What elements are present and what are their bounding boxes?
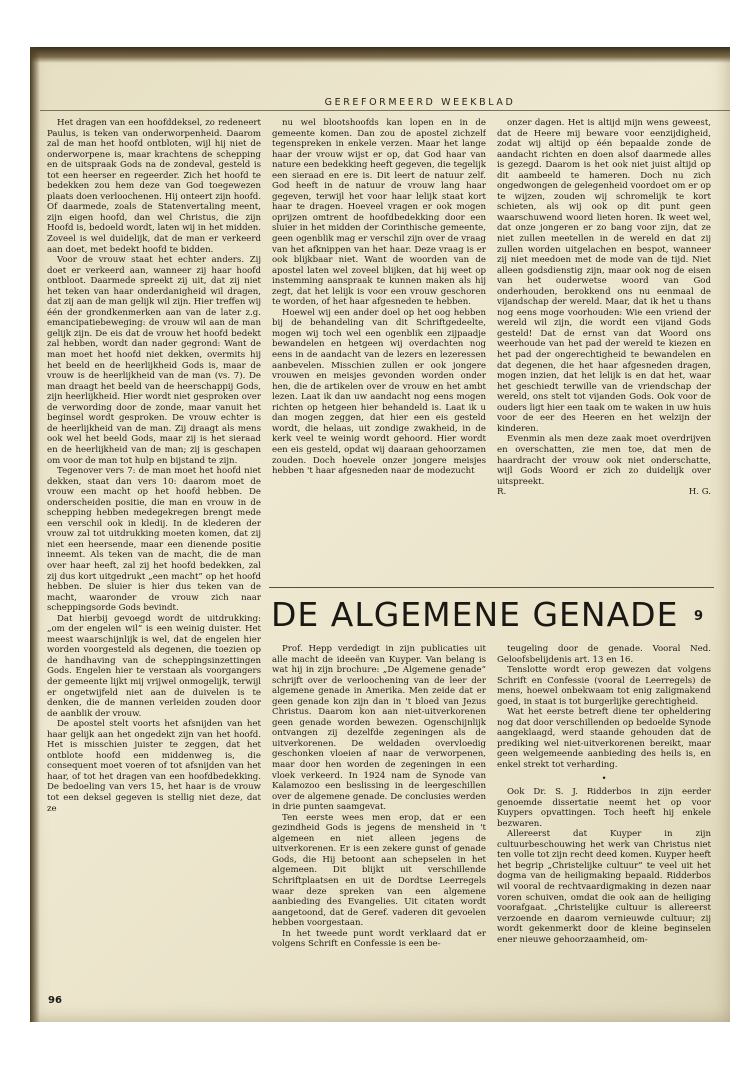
paragraph: Evenmin als men deze zaak moet overdrijven en overschatten, zie men toe, dat men de haardracht der vrouw ook niet onderschatte, wijl Gods Woord er zich zo duidelijk over uitspreekt. (497, 434, 711, 487)
page-number: 96 (48, 995, 62, 1006)
paragraph: Ook Dr. S. J. Ridderbos in zijn eerder genoemde dissertatie neemt het op voor Kuypers opvattingen. Toch heeft hij enkele bezwaren. (497, 787, 711, 829)
paragraph: Tegenover vers 7: de man moet het hoofd niet dekken, staat dan vers 10: daarom moet de vrouw een macht op het hoofd hebben. De onderscheiden positie, die man en vrouw in de schepping hebben medegekregen brengt mede een verschil ook in kledij. In de klederen der vrouw zal tot uitdrukking moeten komen, dat zij niet een heersende, maar een dienende positie inneemt. Als teken van de macht, die de man over haar heeft, zal zij het hoofd bedekken, zal zij dus kort uitgedrukt „een macht” op het hoofd hebben. De sluier is hier dus teken van de macht, waaronder de vrouw zich naar scheppingsorde Gods bevindt. (47, 466, 261, 614)
section-separator (269, 587, 714, 588)
paragraph: teugeling door de genade. Vooral Ned. Geloofsbelijdenis art. 13 en 16. (497, 644, 711, 665)
paragraph: Ten eerste wees men erop, dat er een gezindheid Gods is jegens de mensheid in 't algemeen en niet alleen jegens de uitverkorenen. Er is een zekere gunst of genade Gods, die Hij betoont aan schepselen in het algemeen. Dit blijkt uit verschillende Schriftplaatsen en uit de Dordtse Leerregels waar deze spreken van een algemene aanbieding des Evangelies. Uit citaten wordt aangetoond, dat de Geref. vaderen dit gevoelen hebben voorgestaan. (272, 812, 486, 929)
signature-initial: R. (497, 487, 507, 498)
article-number: 9 (694, 609, 704, 624)
column-4 (272, 644, 486, 1016)
page-binding-edge (30, 47, 40, 1022)
paragraph: Voor de vrouw staat het echter anders. Zij doet er verkeerd aan, wanneer zij haar hoofd ontbloot. Daarmede spreekt zij uit, dat zij niet het teken van haar onderdanigheid wil dragen, dat zij aan de man gelijk wil zijn. Hier treffen wij één der grondkenmerken aan van de later z.g. emancipatiebeweging: de vrouw wil aan de man gelijk zijn. De eis dat de vrouw het hoofd bedekt zal hebben, wordt dan nader gegrond: Want de man moet het hoofd niet dekken, overmits hij het beeld en de heerlijkheid Gods is, maar de vrouw is de heerlijkheid van de man (vs. 7). De man draagt het beeld van de heerschappij Gods, zijn heerlijkheid. Hier wordt niet gesproken over de verwording door de zonde, maar vanuit het beginsel wordt gesproken. De vrouw echter is de heerlijkheid van de man. Zij draagt als mens ook wel het beeld Gods, maar zij is het sieraad en de heerlijkheid van de man; zij is geschapen om voor de man tot hulp en bijstand te zijn. (47, 255, 261, 466)
magazine-page (30, 47, 730, 1022)
column-1 (47, 118, 261, 1016)
column-2 (272, 118, 486, 580)
section-bullet: • (601, 773, 607, 784)
paragraph: onzer dagen. Het is altijd mijn wens geweest, dat de Heere mij beware voor eenzijdigheid, zodat wij altijd op één bepaalde zonde de aandacht richten en doen alsof daarmede alles is gezegd. Daarom is het ook niet juist altijd op dit aambeeld te hameren. Doch nu zich ongedwongen de gelegenheid voordoet om er op te wijzen, zouden wij schromelijk te kort schieten, als wij ook op dit punt geen waarschuwend woord lieten horen. Ik weet wel, dat onze jongeren er zo bang voor zijn, dat ze niet zullen meetellen in de wereld en dat zij zullen worden uitgelachen en bespot, wanneer zij niet meedoen met de mode van de tijd. Niet alleen godsdienstig zijn, maar ook nog de eisen van het ouderwetse woord van God onderhouden, berokkend ons nu eenmaal de vijandschap der wereld. Maar, dat ik het u thans nog eens moge voorhouden: Wie een vriend der wereld wil zijn, die wordt een vijand Gods gesteld! Dat de ernst van dat Woord ons weerhoude van het pad der wereld te kiezen en het pad der ongerechtigheid te bewandelen en dat degenen, die het haar afgesneden dragen, mogen inzien, dat het lelijk is en dat het, waar het geschiedt terwille van de vriendschap der wereld, ons stelt tot vijanden Gods. Ook voor de ouders ligt hier een taak om te waken in uw huis voor de eer des Heeren en het welzijn der kinderen. (497, 118, 711, 434)
column-3 (497, 118, 711, 580)
signature-line (497, 487, 711, 498)
column-5 (497, 644, 711, 1016)
paragraph: Prof. Hepp verdedigt in zijn publicaties uit alle macht de ideeën van Kuyper. Van belang is wat hij in zijn brochure: „De Algemene genade” schrijft over de verloochening van de leer der algemene genade in Amerika. Men zeide dat er geen genade kon zijn dan in 't bloed van Jezus Christus. Daarom kon aan niet-uitverkorenen geen genade worden bewezen. Ogenschijnlijk ontvangen zij dezelfde zegeningen als de uitverkorenen. De weldaden overvloedig geschonken vloeien af naar de verworpenen, maar door hen worden de zegeningen in een vloek verkeerd. In 1924 nam de Synode van Kalamozoo een beslissing in de leergeschillen over de algemene genade. De conclusies werden in drie punten saamgevat. (272, 644, 486, 813)
paragraph: Allereerst dat Kuyper in zijn cultuurbeschouwing het werk van Christus niet ten volle tot zijn recht deed komen. Kuyper heeft het begrip „Christelijke cultuur” te veel uit het dogma van de heiligmaking bepaald. Ridderbos wil vooral de rechtvaardigmaking in dezen naar voren schuiven, omdat die ook aan de heiliging voorafgaat. „Christelijke cultuur is allereerst verzoende en daarom vernieuwde cultuur; zij wordt gekenmerkt door de kleine beginselen ener nieuwe gehoorzaamheid, om- (497, 829, 711, 945)
paragraph: Wat het eerste betreft diene ter ophelderіng nog dat door verschillenden op bedoelde Synode aangeklaagd, werd staande gehouden dat de prediking wel niet-uitverkorenen bereikt, maar geen welgemeende aanbieding des heils is, en enkel strekt tot verharding. (497, 707, 711, 771)
paragraph: Tenslotte wordt erop gewezen dat volgens Schrift en Confessie (vooral de Leerregels) de mens, hoewel onbekwaam tot enig zaligmakend goed, in staat is tot burgerlijke gerechtigheid. (497, 665, 711, 707)
page-top-edge (30, 47, 730, 63)
paragraph: Het dragen van een hoofddeksel, zo redeneert Paulus, is teken van onderworpenheid. Daarom zal de man het hoofd ontbloten, wijl hij niet de onderworpene is, maar krachtens de schepping en de uitspraak Gods na de zondeval, gesteld is tot een heerser en regeerder. Zich het hoofd te bedekken zou hem deze van God toegewezen plaats doen verloochenen. Hij onteert zijn hoofd. Of daarmede, zoals de Statenvertaling meent, zijn eigen hoofd, dan wel Christus, die zijn Hoofd is, bedoeld wordt, laten wij in het midden. Zoveel is wel duidelijk, dat de man er verkeerd aan doet, met bedekt hoofd te bidden. (47, 118, 261, 255)
paragraph: Dat hierbij gevoegd wordt de uitdrukking: „om der engelen wil” is een weinig duister. Het meest waarschijnlijk is wel, dat de engelen hier worden voorgesteld als degenen, die toezien op de handhaving van de scheppingsinzettingen Gods. Engelen hier te verstaan als voorgangers der gemeente lijkt mij vrijwel onmogelijk, terwijl er ongetwijfeld niet aan de duivelen is te denken, die de mannen verleiden zouden door de aanblik der vrouw. (47, 613, 261, 719)
running-header: GEREFORMEERD WEEKBLAD (324, 97, 516, 108)
paragraph: De apostel stelt voorts het afsnijden van het haar gelijk aan het ongedekt zijn van het hoofd. Het is misschien juister te zeggen, dat het ontblote hoofd een middenweg is, die consequent moet voeren of tot afsnijden van het haar, of tot het dragen van een hoofdbedekking. De bedoeling van vers 15, het haar is de vrouw tot een deksel gegeven is stellig niet deze, dat ze (47, 719, 261, 814)
paragraph: Hoewel wij een ander doel op het oog hebben bij de behandeling van dit Schriftgedeelte, mogen wij toch wel een ogenblik een zijpaadje bewandelen en hetgeen wij overdachten nog eens in de aandacht van de lezers en lezeressen aanbevelen. Misschien zullen er ook jongere vrouwen en meisjes gevonden worden onder hen, die de artikelen over de vrouw en het ambt lezen. Laat ik dan uw aandacht nog eens mogen richten op hetgeen hier behandeld is. Laat ik u dan mogen zeggen, dat hier een eis gesteld wordt, die helaas, uit zondige zwakheid, in de kerk veel te weinig wordt gehoord. Hier wordt een eis gesteld, opdat wij daaraan gehoorzamen zouden. Doch hoevele onzer jongere meisjes hebben 't haar afgesneden naar de modezucht (272, 307, 486, 477)
signature-author: H. G. (688, 487, 711, 498)
article-title: DE ALGEMENE GENADE (271, 595, 679, 634)
paragraph: In het tweede punt wordt verklaard dat er volgens Schrift en Confessie is een be- (272, 928, 486, 950)
header-rule (40, 110, 730, 111)
paragraph: nu wel blootshoofds kan lopen en in de gemeente komen. Dan zou de apostel zichzelf tegenspreken in enkele verzen. Maar het lange haar der vrouw wijst er op, dat God haar van nature een bedekking heeft gegeven, die tegelijk een sieraad en ere is. Dit leert de natuur zelf. God heeft in de natuur de vrouw lang haar gegeven, terwijl het voor haar lelijk staat kort haar te dragen. Hoeveel vragen er ook mogen oprijzen omtrent de hoofdbedekking door een sluier in het midden der Corinthische gemeente, geen ogenblik mag er verschil zijn over de vraag van het afknippen van het haar. Deze vraag is er ook blijkbaar niet. Want de woorden van de apostel laten wel zoveel blijken, dat hij weet op instemming aanspraak te kunnen maken als hij zegt, dat het lelijk is voor een vrouw geschoren te worden, of het haar afgesneden te hebben. (272, 118, 486, 308)
